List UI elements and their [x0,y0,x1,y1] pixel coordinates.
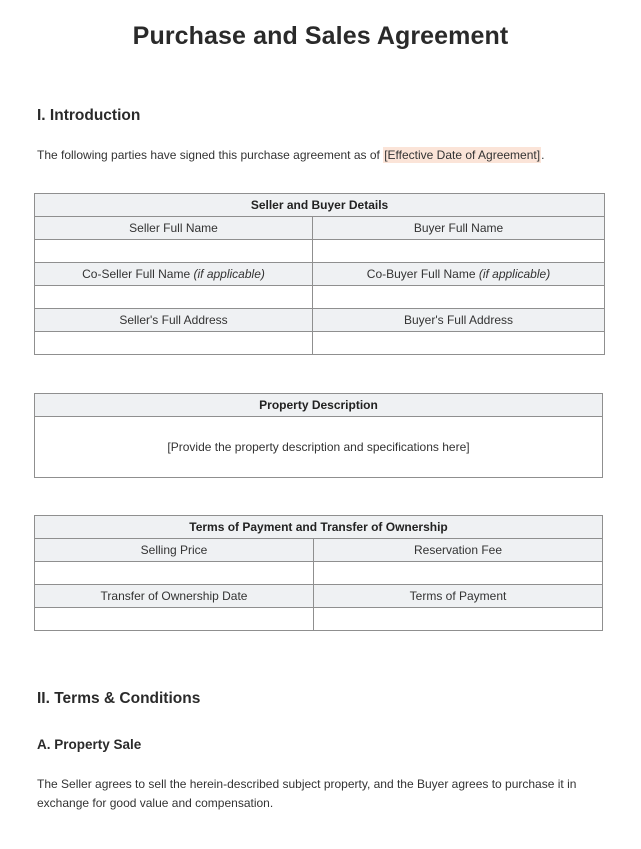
payment-header: Terms of Payment and Transfer of Ownership [35,516,603,539]
seller-buyer-table [34,193,605,355]
co-buyer-label: Co-Buyer Full Name (if applicable) [313,263,605,286]
terms-payment-field[interactable] [314,608,603,631]
terms-payment-label: Terms of Payment [314,585,603,608]
payment-table [34,515,603,631]
intro-heading: I. Introduction [37,107,141,124]
co-seller-field[interactable] [35,286,313,309]
buyer-name-label: Buyer Full Name [313,217,605,240]
buyer-name-field[interactable] [313,240,605,263]
transfer-date-label: Transfer of Ownership Date [35,585,314,608]
co-seller-label: Co-Seller Full Name (if applicable) [35,263,313,286]
buyer-address-field[interactable] [313,332,605,355]
seller-name-label: Seller Full Name [35,217,313,240]
property-description-field[interactable]: [Provide the property description and specifications here] [35,417,603,478]
intro-text-end: . [541,148,545,162]
property-header: Property Description [35,394,603,417]
terms-heading: II. Terms & Conditions [37,690,201,707]
transfer-date-field[interactable] [35,608,314,631]
property-sale-paragraph: The Seller agrees to sell the herein-described subject property, and the Buyer agrees to purchase it in exchange for good value and compensation. [37,777,577,810]
buyer-address-label: Buyer's Full Address [313,309,605,332]
reservation-fee-label: Reservation Fee [314,539,603,562]
effective-date-placeholder: [Effective Date of Agreement] [384,148,541,162]
page-title: Purchase and Sales Agreement [132,22,509,50]
intro-paragraph [37,146,544,165]
seller-address-label: Seller's Full Address [35,309,313,332]
reservation-fee-field[interactable] [314,562,603,585]
selling-price-label: Selling Price [35,539,314,562]
selling-price-field[interactable] [35,562,314,585]
property-sale-heading: A. Property Sale [37,737,142,752]
property-table [34,393,603,478]
co-buyer-field[interactable] [313,286,605,309]
seller-address-field[interactable] [35,332,313,355]
seller-buyer-header: Seller and Buyer Details [35,194,605,217]
intro-text: The following parties have signed this purchase agreement as of [37,148,384,162]
seller-name-field[interactable] [35,240,313,263]
